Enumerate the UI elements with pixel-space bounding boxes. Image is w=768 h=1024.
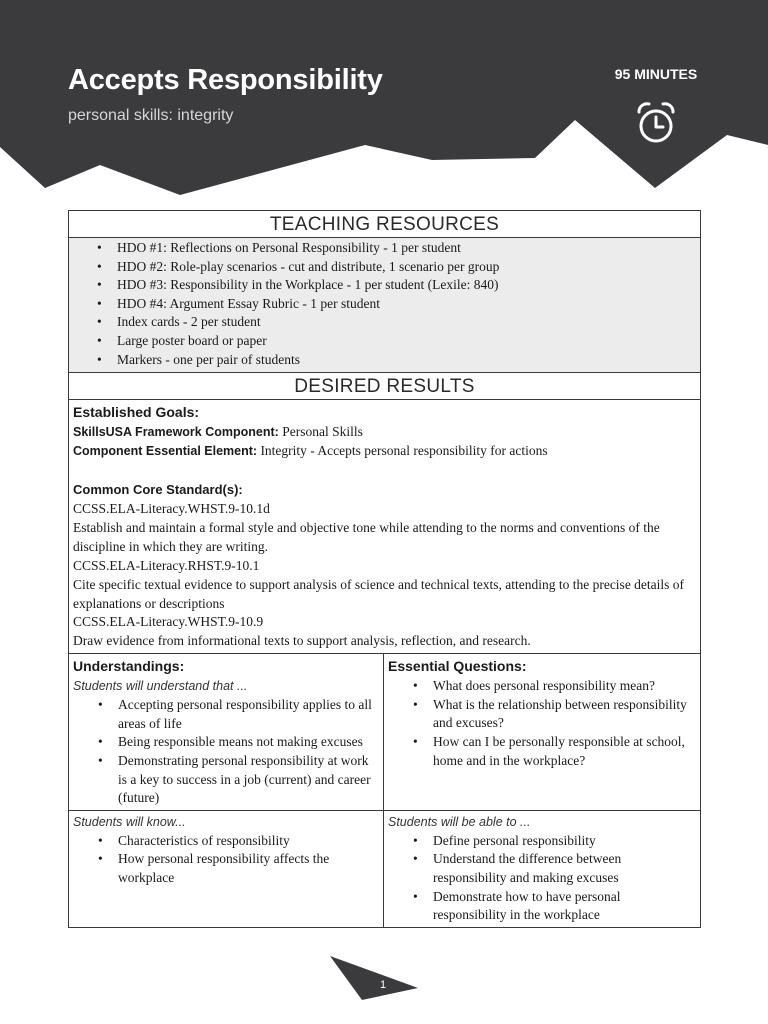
list-item: • What does personal responsibility mean? xyxy=(433,677,696,696)
understandings-row xyxy=(69,654,700,811)
teaching-resources-section xyxy=(69,238,700,373)
understandings-cell xyxy=(69,654,384,810)
essential-questions-label: Essential Questions: xyxy=(388,658,527,675)
students-know-lead: Students will know... xyxy=(73,814,186,829)
desired-results-section xyxy=(69,400,700,654)
teaching-resources-list xyxy=(69,239,700,369)
framework-value: Personal Skills xyxy=(282,424,363,440)
understandings-label: Understandings: xyxy=(73,658,185,675)
element-line xyxy=(73,442,696,461)
page-subtitle: personal skills: integrity xyxy=(68,107,234,124)
list-item: • Markers - one per pair of students xyxy=(117,351,700,370)
standard-text: Draw evidence from informational texts to support analysis, reflection, and research. xyxy=(73,633,531,649)
list-item: • Understand the difference between responsibility and making excuses xyxy=(433,850,696,887)
standard-code: CCSS.ELA-Literacy.RHST.9-10.1 xyxy=(73,557,260,573)
lesson-plan-table xyxy=(68,210,701,928)
list-item: • Demonstrating personal responsibility at work is a key to success in a job (current) and career (future) xyxy=(118,752,379,808)
page-number-marker xyxy=(326,952,422,1002)
standard-text: Establish and maintain a formal style and objective tone while attending to the norms and conventions of the discipline in which they are writing. xyxy=(73,519,660,554)
list-item: • Being responsible means not making excuses xyxy=(118,733,379,752)
list-item: • What is the relationship between responsibility and excuses? xyxy=(433,696,696,733)
page-number: 1 xyxy=(379,979,387,991)
list-item: • Large poster board or paper xyxy=(117,332,700,351)
students-able-lead: Students will be able to ... xyxy=(388,814,531,829)
page-title: Accepts Responsibility xyxy=(68,64,383,96)
alarm-clock-icon xyxy=(636,100,676,146)
list-item: • HDO #4: Argument Essay Rubric - 1 per student xyxy=(117,295,700,314)
list-item: • Define personal responsibility xyxy=(433,832,696,851)
students-know-list xyxy=(73,832,379,888)
list-item: • HDO #3: Responsibility in the Workplace - 1 per student (Lexile: 840) xyxy=(117,276,700,295)
duration-label: 95 MINUTES xyxy=(614,66,698,82)
essential-questions-list xyxy=(388,677,696,770)
list-item: • How personal responsibility affects the workplace xyxy=(118,850,379,887)
students-able-list xyxy=(388,832,696,925)
students-able-cell xyxy=(384,811,700,927)
framework-line xyxy=(73,423,696,442)
essential-questions-cell xyxy=(384,654,700,810)
teaching-resources-heading: TEACHING RESOURCES xyxy=(69,211,700,238)
standard-text: Cite specific textual evidence to support analysis of science and technical texts, attending to the precise details of explanations or descriptions xyxy=(73,576,685,611)
element-label: Component Essential Element: xyxy=(73,444,258,459)
students-know-cell xyxy=(69,811,384,927)
list-item: • Index cards - 2 per student xyxy=(117,313,700,332)
element-value: Integrity - Accepts personal responsibility for actions xyxy=(260,443,548,459)
list-item: • HDO #1: Reflections on Personal Responsibility - 1 per student xyxy=(117,239,700,258)
understandings-lead: Students will understand that ... xyxy=(73,679,248,694)
list-item: • How can I be personally responsible at school, home and in the workplace? xyxy=(433,733,696,770)
desired-results-heading: DESIRED RESULTS xyxy=(69,373,700,400)
list-item: • Characteristics of responsibility xyxy=(118,832,379,851)
list-item: • Accepting personal responsibility applies to all areas of life xyxy=(118,696,379,733)
common-core-label: Common Core Standard(s): xyxy=(73,481,243,497)
standard-code: CCSS.ELA-Literacy.WHST.9-10.1d xyxy=(73,500,270,516)
standard-code: CCSS.ELA-Literacy.WHST.9-10.9 xyxy=(73,614,264,630)
list-item: • HDO #2: Role-play scenarios - cut and distribute, 1 scenario per group xyxy=(117,258,700,277)
list-item: • Demonstrate how to have personal responsibility in the workplace xyxy=(433,888,696,925)
knowledge-skills-row xyxy=(69,811,700,927)
framework-label: SkillsUSA Framework Component: xyxy=(73,425,279,440)
understandings-list xyxy=(73,696,379,808)
established-goals-label: Established Goals: xyxy=(73,404,200,421)
